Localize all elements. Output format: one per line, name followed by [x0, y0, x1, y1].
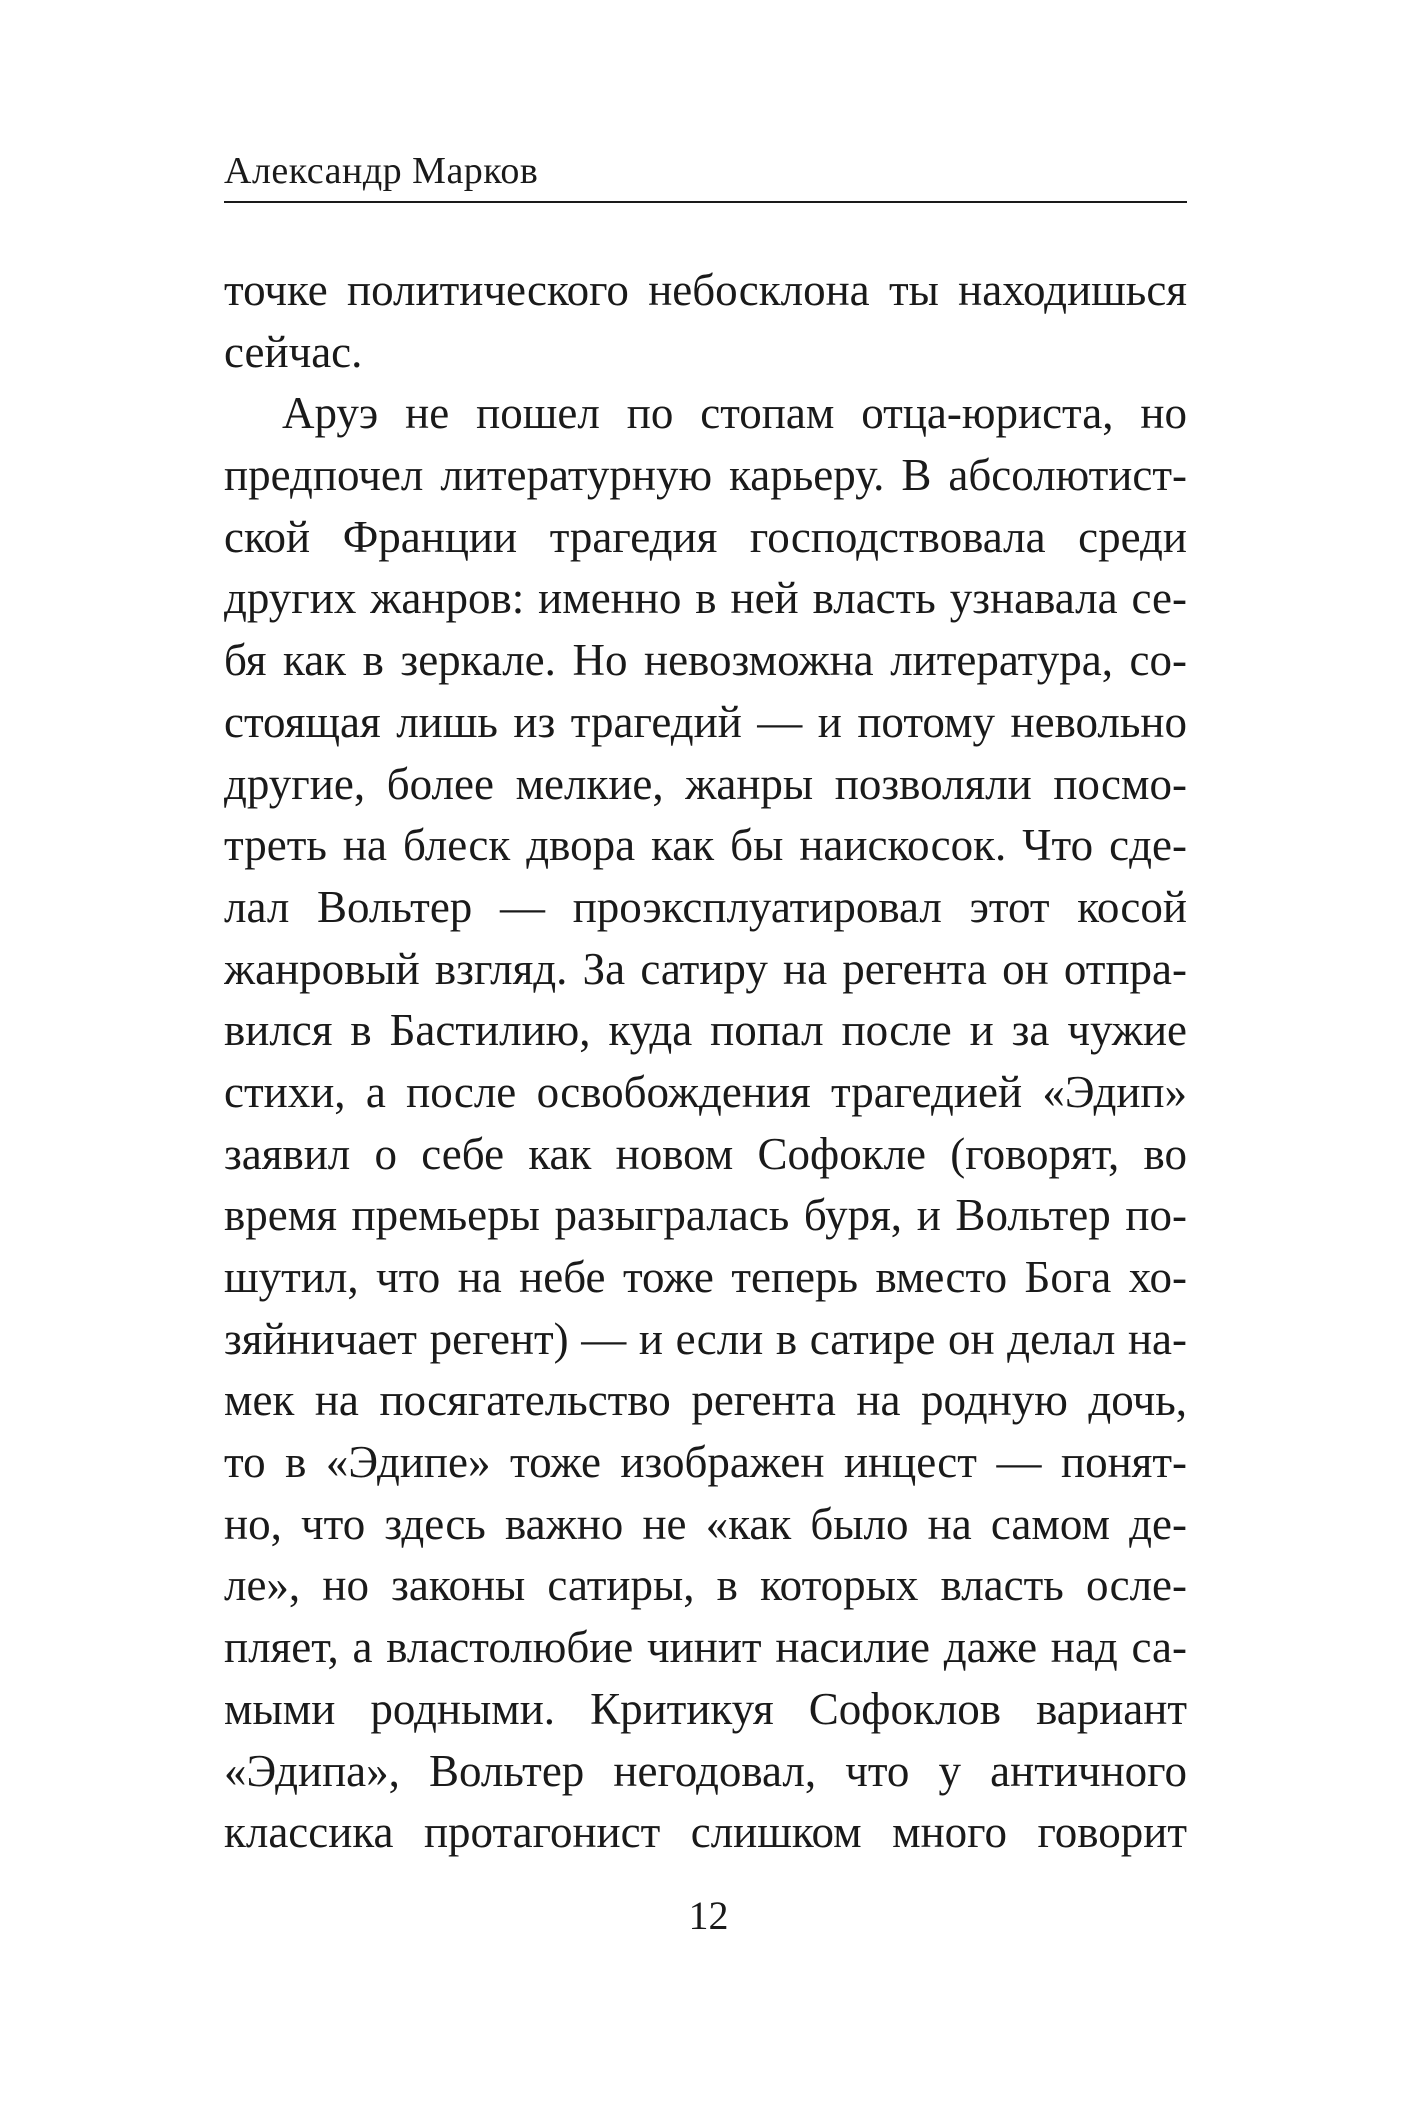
- text-line: сейчас.: [224, 326, 363, 377]
- text-line: «Эдипа», Вольтер негодовал, что у античного: [224, 1745, 1187, 1796]
- text-line: то в «Эдипе» тоже изображен инцест — понят-: [224, 1437, 1187, 1488]
- text-line: классика протагонист слишком много говорит: [224, 1807, 1187, 1858]
- text-line: бя как в зеркале. Но невозможна литература, со-: [224, 635, 1187, 686]
- text-line: ле», но законы сатиры, в которых власть осле-: [224, 1560, 1187, 1611]
- text-line: но, что здесь важно не «как было на самом де-: [224, 1498, 1187, 1549]
- text-line: лал Вольтер — проэксплуатировал этот косой: [224, 881, 1187, 932]
- text-line: других жанров: именно в ней власть узнавала се-: [224, 573, 1187, 624]
- header-divider: [224, 201, 1187, 203]
- text-line: предпочел литературную карьеру. В абсолютист-: [224, 450, 1187, 501]
- text-line: мек на посягательство регента на родную дочь,: [224, 1375, 1187, 1426]
- text-line: ской Франции трагедия господствовала среди: [224, 511, 1187, 562]
- text-line: время премьеры разыгралась буря, и Вольтер по-: [224, 1190, 1187, 1241]
- body-text: [224, 260, 1187, 1864]
- page-number: 12: [688, 1893, 729, 1938]
- text-line: стихи, а после освобождения трагедией «Эдип»: [224, 1066, 1187, 1117]
- text-line: заявил о себе как новом Софокле (говорят, во: [224, 1128, 1187, 1179]
- text-line: зяйничает регент) — и если в сатире он делал на-: [224, 1313, 1187, 1364]
- text-line: Аруэ не пошел по стопам отца-юриста, но: [282, 388, 1187, 439]
- text-line: точке политического небосклона ты находишься: [224, 265, 1187, 315]
- text-line: пляет, а властолюбие чинит насилие даже над са-: [224, 1622, 1187, 1673]
- running-header-author: Александр Марков: [224, 150, 539, 192]
- text-line: шутил, что на небе тоже теперь вместо Бога хо-: [224, 1252, 1187, 1302]
- text-line: другие, более мелкие, жанры позволяли посмо-: [224, 758, 1187, 809]
- text-line: вился в Бастилию, куда попал после и за чужие: [224, 1005, 1187, 1056]
- text-line: жанровый взгляд. За сатиру на регента он отпра-: [224, 943, 1187, 994]
- text-line: треть на блеск двора как бы наискосок. Что сде-: [224, 820, 1187, 871]
- text-line: мыми родными. Критикуя Софоклов вариант: [224, 1683, 1187, 1734]
- text-line: стоящая лишь из трагедий — и потому невольно: [224, 696, 1187, 747]
